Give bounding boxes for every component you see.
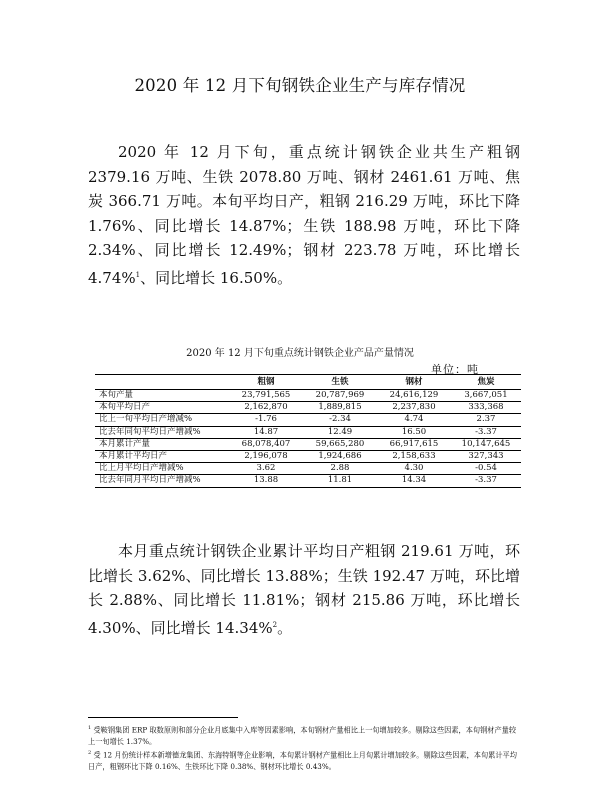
table-header-row [95,375,521,390]
table-cell: 14.87 [229,426,303,438]
table-cell: 2,237,830 [377,402,451,414]
table-cell: 12.49 [303,426,377,438]
table-cell: 13.88 [229,475,303,487]
footnote-ref[interactable]: 1 [135,270,141,279]
table-cell: 1,924,686 [303,451,377,463]
paragraph-text: 。 [277,618,293,637]
row-label: 本旬产量 [95,390,229,402]
table-cell: -0.54 [451,463,521,475]
footnote-mark: 1 [88,725,92,731]
footnotes [88,723,520,772]
table-cell: 327,343 [451,451,521,463]
row-label: 比上月平均日产增减% [95,463,229,475]
row-label: 比去年同旬平均日产增减% [95,426,229,438]
row-label: 本月累计产量 [95,438,229,450]
footnote-mark: 2 [88,749,92,756]
table-cell: 2.88 [303,463,377,475]
production-table [95,374,521,488]
table-cell: 14.34 [377,475,451,487]
header-cell: 粗钢 [229,375,303,390]
table-cell: 3,667,051 [451,390,521,402]
table-cell: 3.62 [229,463,303,475]
table-cell: -3.37 [451,475,521,487]
table-cell: 24,616,129 [377,390,451,402]
row-label: 本月累计平均日产 [95,451,229,463]
table-unit: 单位：吨 [431,363,479,376]
table-row [95,475,521,487]
table-cell: 10,147,645 [451,438,521,450]
table-cell: -3.37 [451,426,521,438]
table-row [95,438,521,450]
table-cell: -1.76 [229,414,303,426]
header-cell: 钢材 [377,375,451,390]
table-cell: 66,917,615 [377,438,451,450]
row-label: 比去年同月平均日产增减% [95,475,229,487]
table-row [95,402,521,414]
footnote-ref[interactable]: 2 [272,620,278,629]
footnote-divider [88,717,238,718]
table-cell: 2,158,633 [377,451,451,463]
table-cell: 20,787,969 [303,390,377,402]
table-cell: -2.34 [303,414,377,426]
paragraph-text: 2020 年 12 月下旬，重点统计钢铁企业共生产粗钢 2379.16 万吨、生铁 2078.80 万吨、钢材 2461.61 万吨、焦炭 366.71 万吨。本旬平均日产，粗钢 216.29 万吨，环比下降 1.76%、同比增长 14.87%；生铁 188.98 万吨，环比下降 2.34%、同比增长 12.49%；钢材 223.78 万吨，环比增长 4.74% [88,143,520,287]
table-row [95,451,521,463]
table-cell: 2,162,870 [229,402,303,414]
table-title: 2020 年 12 月下旬重点统计钢铁企业产品产量情况 [186,348,414,359]
table-cell: 4.74 [377,414,451,426]
table-row [95,414,521,426]
document-title: 2020 年 12 月下旬钢铁企业生产与库存情况 [134,76,466,95]
table-cell: 2.37 [451,414,521,426]
footnote [88,748,520,773]
table-cell: 68,078,407 [229,438,303,450]
table-cell: 4.30 [377,463,451,475]
table-cell: 16.50 [377,426,451,438]
paragraph-text: 本月重点统计钢铁企业累计平均日产粗钢 219.61 万吨，环比增长 3.62%、同比增长 13.88%；生铁 192.47 万吨，环比增长 2.88%、同比增长 11.81%；钢材 215.86 万吨，环比增长 4.30%、同比增长 14.34% [88,542,520,637]
row-label: 本旬平均日产 [95,402,229,414]
paragraph-ten-day-output [88,140,520,291]
paragraph-monthly-output [88,539,520,640]
header-cell: 生铁 [303,375,377,390]
table-row [95,390,521,402]
footnote-text: 受鞍钢集团 ERP 取数原则和部分企业月底集中入库等因素影响，本旬钢材产量相比上一旬增加较多。剔除这些因素，本旬钢材产量较上一旬增长 1.37%。 [88,725,517,746]
table-row [95,463,521,475]
table-cell: 59,665,280 [303,438,377,450]
table-cell: 333,368 [451,402,521,414]
table-row [95,426,521,438]
row-label: 比上一旬平均日产增减% [95,414,229,426]
footnote [88,723,520,748]
paragraph-text: 、同比增长 16.50%。 [140,268,293,287]
table-cell: 11.81 [303,475,377,487]
header-cell [95,375,229,390]
footnote-text: 受 12 月份统计样本新增德龙集团、东海特钢等企业影响，本旬累计钢材产量相比上月旬累计增加较多。剔除这些因素，本旬累计平均日产，粗钢环比下降 0.16%、生铁环比下降 0.38%、钢材环比增长 0.43%。 [88,749,517,771]
table-cell: 1,889,815 [303,402,377,414]
table-cell: 23,791,565 [229,390,303,402]
table-cell: 2,196,078 [229,451,303,463]
header-cell: 焦炭 [451,375,521,390]
